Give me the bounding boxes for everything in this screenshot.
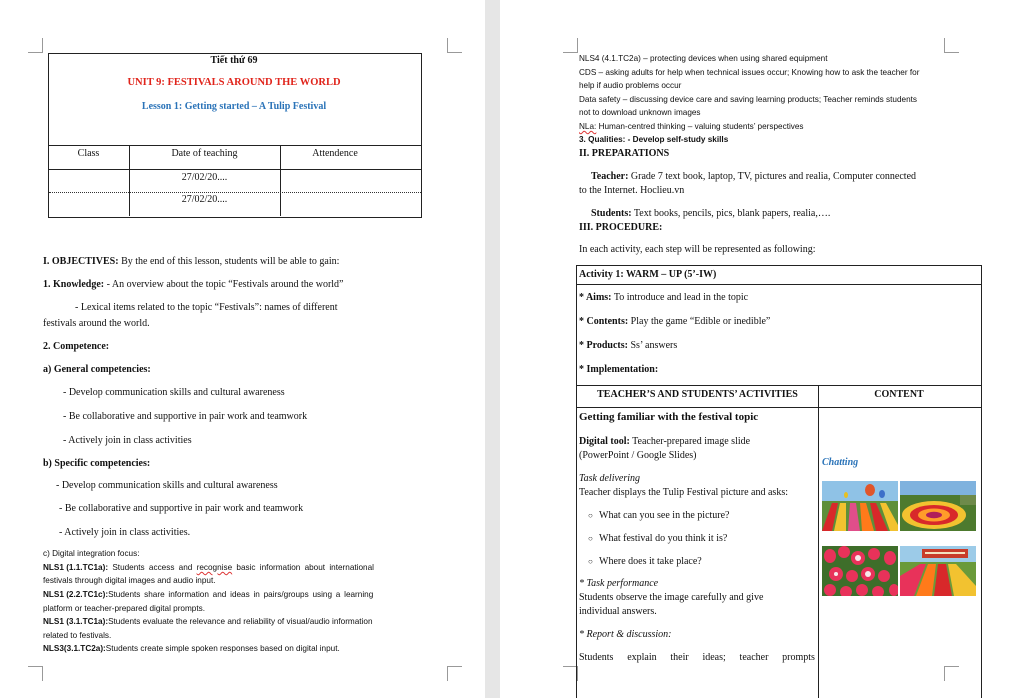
document-page-right xyxy=(500,0,1017,698)
unit-title: UNIT 9: FESTIVALS AROUND THE WORLD xyxy=(127,77,341,88)
tulip-circle-garden-image xyxy=(900,481,976,531)
question-item: Where does it take place? xyxy=(599,556,702,567)
cds-line: CDS – asking adults for help when technical issues occur; Knowing how to ask the teacher for xyxy=(579,68,920,77)
nls-line: festivals through digital images and audio input. xyxy=(43,576,216,585)
crop-mark xyxy=(447,38,462,53)
crop-mark xyxy=(447,666,462,681)
cds-line: help if audio problems occur xyxy=(579,81,682,90)
crop-mark xyxy=(28,666,43,681)
digital-tool-line: (PowerPoint / Google Slides) xyxy=(579,450,697,461)
nls4-line: NLS4 (4.1.TC2a) – protecting devices when using shared equipment xyxy=(579,54,828,63)
performance-line: individual answers. xyxy=(579,606,657,617)
objectives-heading: I. OBJECTIVES: xyxy=(43,256,119,267)
nls-line: NLS1 (3.1.TC1a):Students evaluate the relevance and reliability of visual/audio information xyxy=(43,617,373,626)
list-item: - Develop communication skills and cultural awareness xyxy=(63,387,285,398)
preparations-heading: II. PREPARATIONS xyxy=(579,148,670,159)
column-header: Class xyxy=(77,148,100,159)
nla-line: NLa: Human-centred thinking – valuing students’ perspectives xyxy=(579,122,804,131)
bullet-icon: ○ xyxy=(588,557,593,566)
content-chatting: Chatting xyxy=(822,457,859,468)
bullet-icon: ○ xyxy=(588,511,593,520)
teacher-displays-line: Teacher displays the Tulip Festival picture and asks: xyxy=(579,487,788,498)
lesson-title: Lesson 1: Getting started – A Tulip Festival xyxy=(141,101,327,112)
lexical-line: - Lexical items related to the topic “Festivals”: names of different xyxy=(75,302,338,313)
question-item: What can you see in the picture? xyxy=(599,510,730,521)
crop-mark xyxy=(563,38,578,53)
lesson-number: Tiết thứ 69 xyxy=(210,55,258,66)
data-safety-line: Data safety – discussing device care and saving learning products; Teacher reminds students xyxy=(579,95,917,104)
list-item: - Actively join in class activities. xyxy=(59,527,191,538)
activity-title: Activity 1: WARM – UP (5’-IW) xyxy=(579,269,717,280)
list-item: - Develop communication skills and cultural awareness xyxy=(56,480,278,491)
question-item: What festival do you think it is? xyxy=(599,533,728,544)
last-line: Students explain their ideas; teacher prompts xyxy=(579,652,815,663)
aims-line: * Aims: To introduce and lead in the topic xyxy=(579,292,749,303)
teacher-prep-line: Teacher: Grade 7 text book, laptop, TV, pictures and realia, Computer connected xyxy=(591,171,917,182)
data-safety-line: not to download unknown images xyxy=(579,108,701,117)
teacher-prep-line: to the Internet. Hoclieu.vn xyxy=(579,185,685,196)
column-header: Attendence xyxy=(312,148,358,159)
list-item: - Actively join in class activities xyxy=(63,435,192,446)
nls-line: NLS1 (2.2.TC1c):Students share information and ideas in pairs/groups using a learning xyxy=(43,590,374,599)
column-header-content: CONTENT xyxy=(874,389,924,400)
competence-heading: 2. Competence: xyxy=(43,341,110,352)
list-item: - Be collaborative and supportive in pair work and teamwork xyxy=(63,411,308,422)
general-competencies-heading: a) General competencies: xyxy=(43,364,151,375)
crop-mark xyxy=(28,38,43,53)
performance-line: Students observe the image carefully and give xyxy=(579,592,764,603)
qualities-line: 3. Qualities: - Develop self-study skills xyxy=(579,135,729,144)
task-performance-label: * Task performance xyxy=(579,578,659,589)
nls-line: related to festivals. xyxy=(43,631,112,640)
lexical-line: festivals around the world. xyxy=(43,318,150,329)
task-delivering-label: Task delivering xyxy=(579,473,641,484)
digital-tool-line: Digital tool: Teacher-prepared image slide xyxy=(579,436,751,447)
digital-heading: c) Digital integration focus: xyxy=(43,549,140,558)
objectives-line: I. OBJECTIVES: By the end of this lesson, students will be able to gain: xyxy=(43,256,340,267)
report-discussion-label: * Report & discussion: xyxy=(579,629,672,640)
procedure-intro: In each activity, each step will be represented as following: xyxy=(579,244,816,255)
specific-competencies-heading: b) Specific competencies: xyxy=(43,458,151,469)
contents-line: * Contents: Play the game “Edible or inedible” xyxy=(579,316,771,327)
crop-mark xyxy=(944,38,959,53)
students-prep-line: Students: Text books, pencils, pics, blank papers, realia,…. xyxy=(591,208,831,219)
tulip-festival-banner-image xyxy=(900,546,976,596)
bullet-icon: ○ xyxy=(588,534,593,543)
document-page-left xyxy=(0,0,485,698)
table-cell: 27/02/20.... xyxy=(181,172,228,183)
tulip-field-balloon-image xyxy=(822,481,898,531)
column-header-activities: TEACHER’S AND STUDENTS’ ACTIVITIES xyxy=(597,389,798,400)
tulip-closeup-image xyxy=(822,546,898,596)
table-cell: 27/02/20.... xyxy=(181,194,228,205)
nls-line: NLS3(3.1.TC2a):Students create simple spoken responses based on digital input. xyxy=(43,644,340,653)
section-title: Getting familiar with the festival topic xyxy=(579,411,759,423)
column-header: Date of teaching xyxy=(171,148,238,159)
list-item: - Be collaborative and supportive in pair work and teamwork xyxy=(59,503,304,514)
implementation-line: * Implementation: xyxy=(579,364,659,375)
products-line: * Products: Ss’ answers xyxy=(579,340,678,351)
procedure-heading: III. PROCEDURE: xyxy=(579,222,663,233)
nls-line: platform or teacher-prepared digital prompts. xyxy=(43,604,206,613)
nls-line: NLS1 (1.1.TC1a): Students access and recognise basic information about international xyxy=(43,563,374,572)
knowledge-line: 1. Knowledge: - An overview about the topic “Festivals around the world” xyxy=(43,279,344,290)
